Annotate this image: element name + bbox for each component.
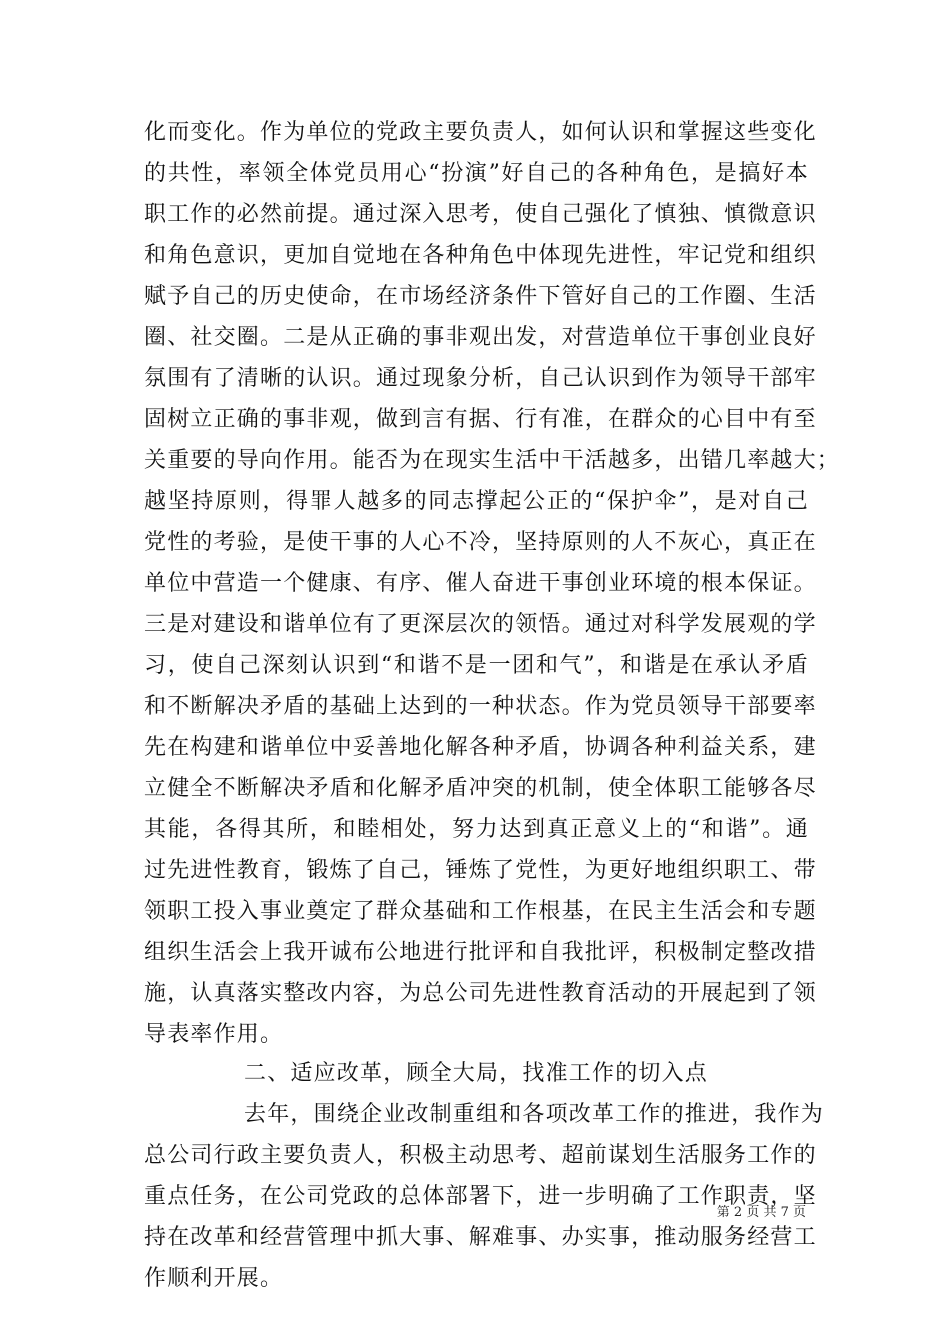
paragraph-line: 单位中营造一个健康、有序、催人奋进干事创业环境的根本保证。 [144,571,817,596]
page-number: 第 2 页 共 7 页 [716,1205,806,1220]
paragraph-line: 氛围有了清晰的认识。通过现象分析，自己认识到作为领导干部牢 [144,366,817,391]
paragraph-line: 重点任务，在公司党政的总体部署下，进一步明确了工作职责，坚 [144,1184,817,1209]
paragraph-line: 先在构建和谐单位中妥善地化解各种矛盾，协调各种利益关系，建 [144,735,817,760]
paragraph-line: 圈、社交圈。二是从正确的事非观出发，对营造单位干事创业良好 [144,325,817,350]
paragraph-line: 党性的考验，是使干事的人心不冷，坚持原则的人不灰心，真正在 [144,530,817,555]
paragraph-line: 习，使自己深刻认识到“和谐不是一团和气”，和谐是在承认矛盾 [144,653,809,678]
paragraph-line: 过先进性教育，锻炼了自己，锤炼了党性，为更好地组织职工、带 [144,858,817,883]
paragraph-line: 持在改革和经营管理中抓大事、解难事、办实事，推动服务经营工 [144,1225,817,1250]
paragraph-line: 赋予自己的历史使命，在市场经济条件下管好自己的工作圈、生活 [144,284,817,309]
paragraph-line: 关重要的导向作用。能否为在现实生活中干活越多，出错几率越大； [144,448,841,473]
paragraph-line: 化而变化。作为单位的党政主要负责人，如何认识和掌握这些变化 [144,120,817,145]
paragraph-line: 固树立正确的事非观，做到言有据、行有准，在群众的心目中有至 [144,407,817,432]
section-heading: 二、适应改革，顾全大局，找准工作的切入点 [244,1061,709,1086]
paragraph-line: 和角色意识，更加自觉地在各种角色中体现先进性，牢记党和组织 [144,243,817,268]
paragraph-line: 三是对建设和谐单位有了更深层次的领悟。通过对科学发展观的学 [144,612,817,637]
paragraph-line: 越坚持原则，得罪人越多的同志撑起公正的“保护伞”，是对自己 [144,489,809,514]
paragraph-line: 作顺利开展。 [144,1266,284,1291]
paragraph-line: 去年，围绕企业改制重组和各项改革工作的推进，我作为 [244,1102,825,1127]
paragraph-line: 职工作的必然前提。通过深入思考，使自己强化了慎独、慎微意识 [144,202,817,227]
paragraph-line: 施，认真落实整改内容，为总公司先进性教育活动的开展起到了领 [144,981,817,1006]
paragraph-line: 和不断解决矛盾的基础上达到的一种状态。作为党员领导干部要率 [144,694,817,719]
paragraph-line: 立健全不断解决矛盾和化解矛盾冲突的机制，使全体职工能够各尽 [144,776,817,801]
paragraph-line: 组织生活会上我开诚布公地进行批评和自我批评，积极制定整改措 [144,940,817,965]
paragraph-line: 的共性，率领全体党员用心“扮演”好自己的各种角色，是搞好本 [144,161,809,186]
paragraph-line: 总公司行政主要负责人，积极主动思考、超前谋划生活服务工作的 [144,1143,817,1168]
paragraph-line: 其能，各得其所，和睦相处，努力达到真正意义上的“和谐”。通 [144,817,809,842]
paragraph-line: 导表率作用。 [144,1022,284,1047]
paragraph-line: 领职工投入事业奠定了群众基础和工作根基，在民主生活会和专题 [144,899,817,924]
